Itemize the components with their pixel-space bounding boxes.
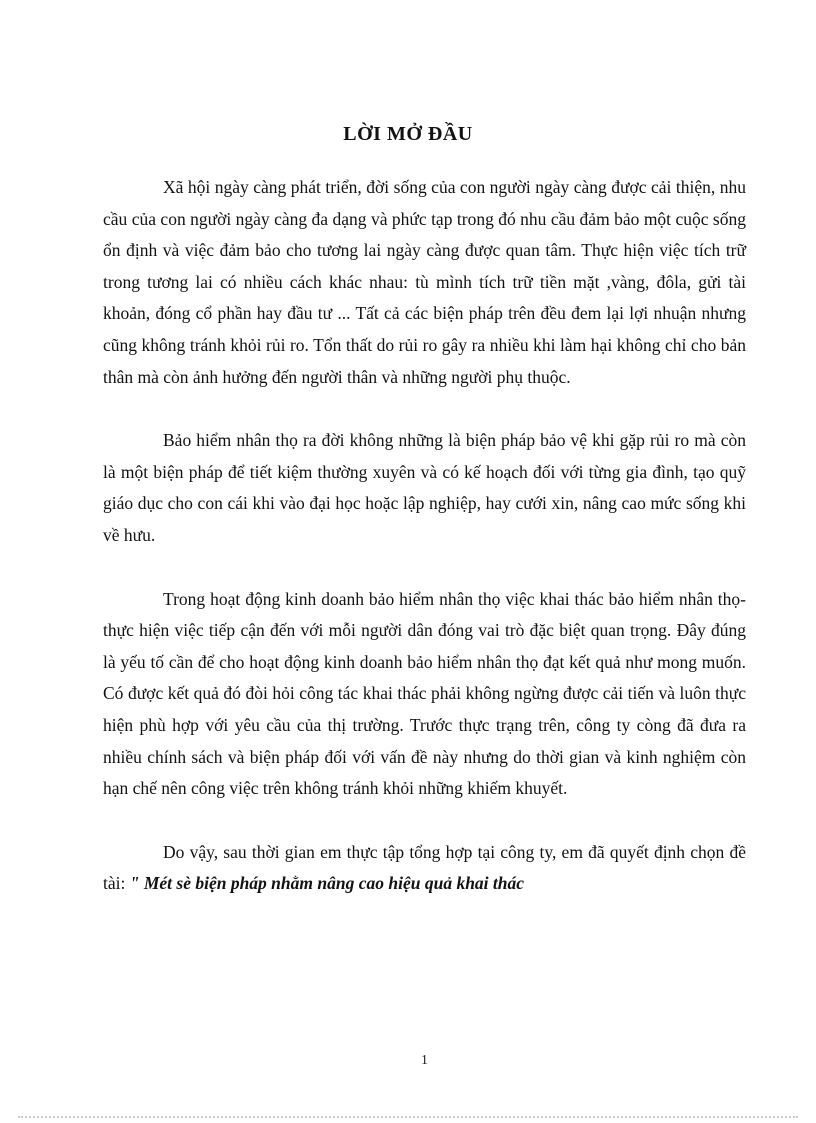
paragraph-intro-society: Xã hội ngày càng phát triển, đời sống của con người ngày càng được cải thiện, nhu cầu của con người ngày càng đa dạng và phức tạp trong đó nhu cầu đảm bảo một cuộc sống ổn định và việc đảm bảo cho tương lai ngày càng được quan tâm. Thực hiện việc tích trữ trong tương lai có nhiều cách khác nhau: tù mình tích trữ tiền mặt ,vàng, đôla, gửi tài khoản, đóng cổ phần hay đầu tư ... Tất cả các biện pháp trên đều đem lại lợi nhuận nhưng cũng không tránh khỏi rủi ro. Tổn thất do rủi ro gây ra nhiều khi làm hại không chỉ cho bản thân mà còn ảnh hưởng đến người thân và những người phụ thuộc. xyxy=(103,177,746,387)
paragraph-life-insurance-role: Bảo hiểm nhân thọ ra đời không những là biện pháp bảo vệ khi gặp rủi ro mà còn là một biện pháp để tiết kiệm thường xuyên và có kế hoạch đối với từng gia đình, tạo quỹ giáo dục cho con cái khi vào đại học hoặc lập nghiệp, hay cưới xin, nâng cao mức sống khi về hưu. xyxy=(103,430,746,545)
thesis-title-emphasis: " Mét sè biện pháp nhằm nâng cao hiệu quả khai thác xyxy=(129,873,525,894)
page-title: LỜI MỞ ĐẦU xyxy=(343,123,473,145)
paragraph-lead-text: Do vậy, sau thời gian em thực tập tổng hợp tại công ty, em đã quyết định chọn đề tài: xyxy=(103,841,746,894)
paragraph-business-exploitation: Trong hoạt động kinh doanh bảo hiểm nhân thọ việc khai thác bảo hiểm nhân thọ- thực hiện việc tiếp cận đến với mỗi người dân đóng vai trò đặc biệt quan trọng. Đây đúng là yếu tố cần để cho hoạt động kinh doanh bảo hiểm nhân thọ đạt kết quả như mong muốn. Có được kết quả đó đòi hỏi công tác khai thác phải không ngừng được cải tiến và luôn thực hiện phù hợp với yêu cầu của thị trường. Trước thực trạng trên, công ty còng đã đưa ra nhiều chính sách và biện pháp đối với vấn đề này nhưng do thời gian và kinh nghiệm còn hạn chế nên công việc trên không tránh khỏi những khiếm khuyết. xyxy=(103,588,746,799)
page-number: 1 xyxy=(421,1052,428,1067)
document-body xyxy=(103,147,746,900)
paragraph-topic-selection xyxy=(103,837,746,900)
page-boundary-dotted-line xyxy=(18,1116,798,1118)
